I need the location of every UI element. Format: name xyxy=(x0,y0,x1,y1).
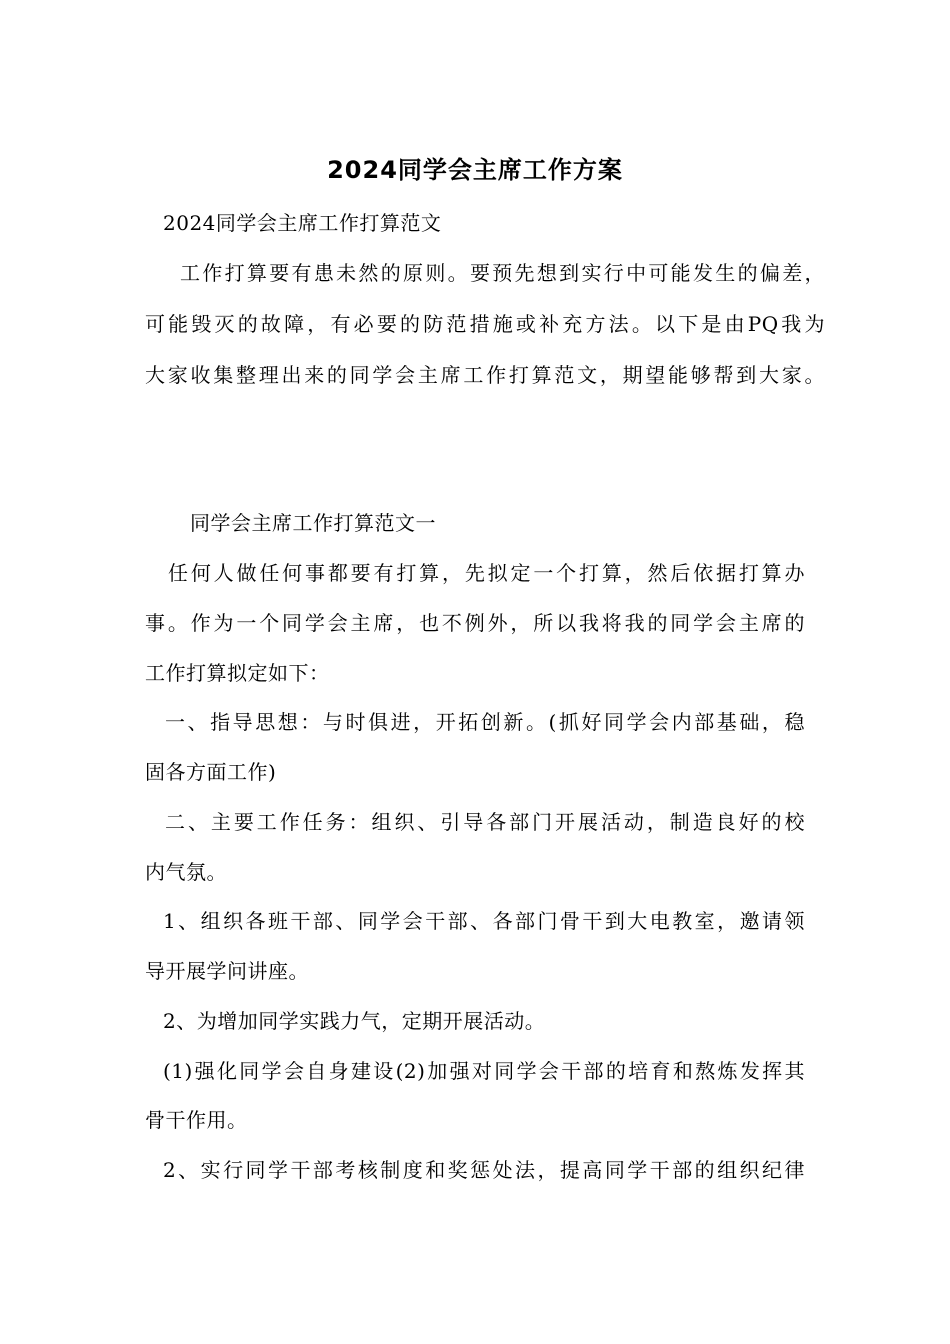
paragraph-line: 2、实行同学干部考核制度和奖惩处法，提高同学干部的组织纪律 xyxy=(163,1158,805,1182)
paragraph-line: 固各方面工作) xyxy=(145,760,277,784)
paragraph-line: 任何人做任何事都要有打算，先拟定一个打算，然后依据打算办 xyxy=(168,561,805,585)
section-heading: 同学会主席工作打算范文一 xyxy=(190,511,436,535)
paragraph-line: 2、为增加同学实践力气，定期开展活动。 xyxy=(163,1009,546,1033)
paragraph-line: 一、指导思想：与时俱进，开拓创新。(抓好同学会内部基础，稳 xyxy=(165,710,805,734)
paragraph-line: 事。作为一个同学会主席，也不例外，所以我将我的同学会主席的 xyxy=(145,611,805,635)
paragraph-line: (1)强化同学会自身建设(2)加强对同学会干部的培育和熬炼发挥其 xyxy=(163,1059,805,1083)
paragraph-line: 1、组织各班干部、同学会干部、各部门骨干到大电教室，邀请领 xyxy=(163,909,805,933)
paragraph-line: 骨干作用。 xyxy=(145,1108,248,1132)
subtitle-line: 2024同学会主席工作打算范文 xyxy=(163,211,442,235)
paragraph-line: 导开展学问讲座。 xyxy=(145,959,309,983)
paragraph-line: 可能毁灭的故障，有必要的防范措施或补充方法。以下是由PQ我为 xyxy=(145,312,825,336)
paragraph-line: 工作打算要有患未然的原则。要预先想到实行中可能发生的偏差， xyxy=(180,261,825,285)
paragraph-line: 内气氛。 xyxy=(145,860,227,884)
paragraph-line: 大家收集整理出来的同学会主席工作打算范文，期望能够帮到大家。 xyxy=(145,363,825,387)
document-title: 2024同学会主席工作方案 xyxy=(327,156,623,184)
paragraph-line: 工作打算拟定如下： xyxy=(145,661,330,685)
paragraph-line: 二、主要工作任务：组织、引导各部门开展活动，制造良好的校 xyxy=(165,810,805,834)
